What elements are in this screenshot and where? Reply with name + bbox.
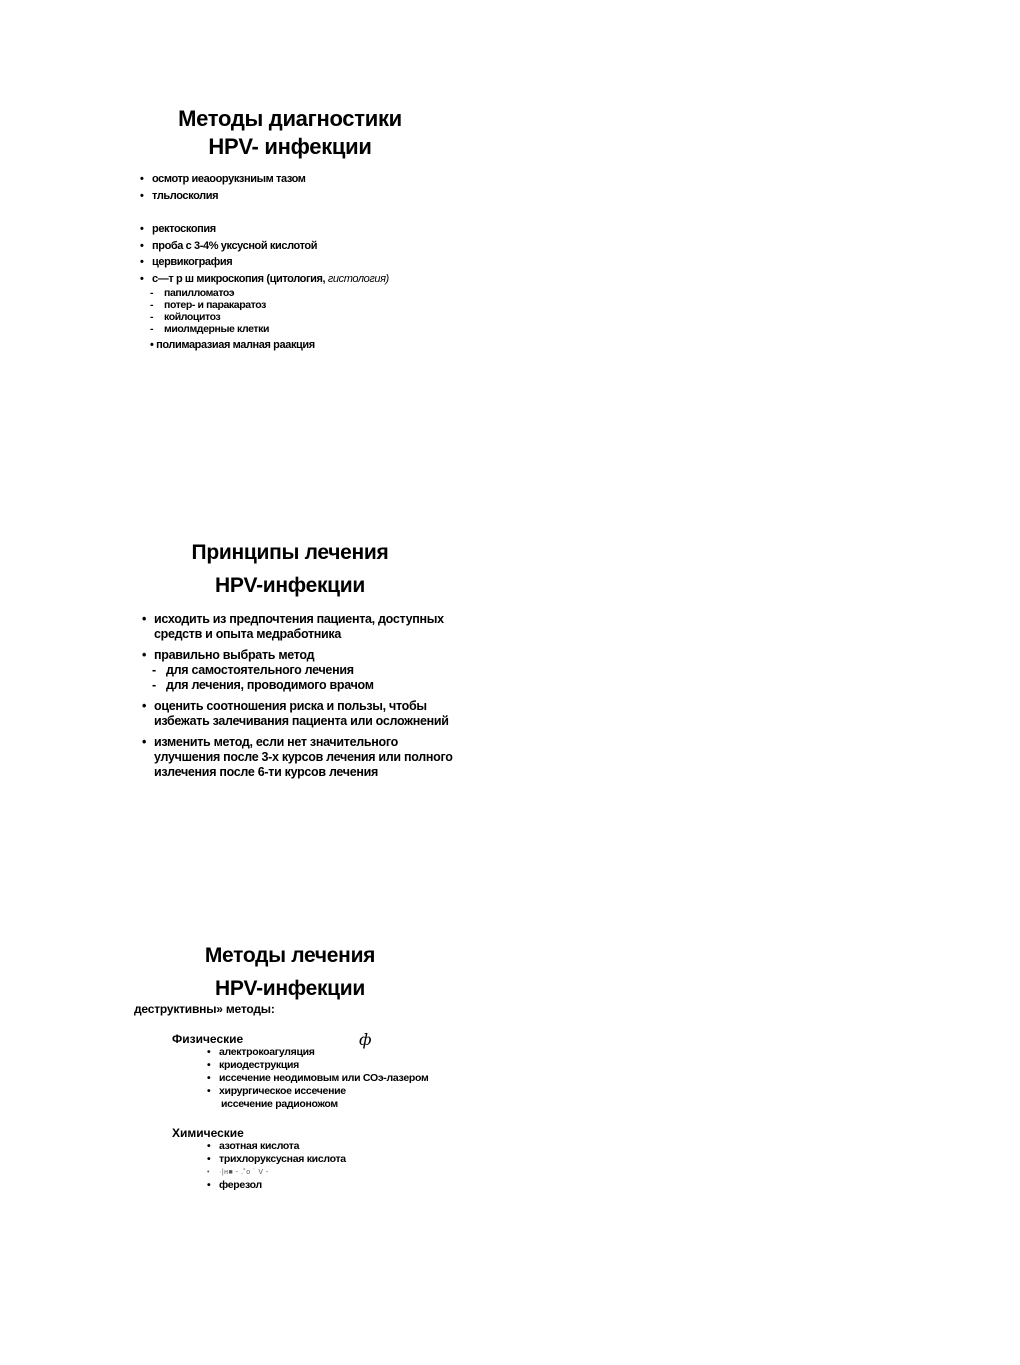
physical-methods-list xyxy=(219,1046,428,1111)
list-item: • тльлосколия xyxy=(152,188,389,205)
list-item: иссечение радионожом xyxy=(221,1098,338,1110)
sub-list-item: - койлоцитоз xyxy=(152,311,389,323)
methods-lead: деструктивны» методы: xyxy=(134,1002,275,1016)
microscopy-italic: гистология) xyxy=(327,272,389,285)
list-item: • исходить из предпочтения пациента, доступных средств и опыта медработника xyxy=(154,612,453,642)
list-item: • трихлоруксусная кислота xyxy=(219,1153,346,1166)
sub-list-item: - для самостоятельного лечения xyxy=(154,663,453,678)
microscopy-text: с—т р ш микроскопия (цитология, xyxy=(152,272,328,285)
sub-list-item: - миолмдерные клетки xyxy=(152,323,389,335)
list-item: • азотная кислота xyxy=(219,1140,346,1153)
list-item: • правильно выбрать метод xyxy=(154,648,453,663)
list-item: • проба с 3-4% уксусной кислотой xyxy=(152,238,389,255)
slide-title: Методы диагностики HPV- инфекции xyxy=(178,106,402,159)
phi-symbol: ф xyxy=(359,1030,372,1049)
diagnostics-list xyxy=(152,171,389,351)
list-item: • алектрокоагуляция xyxy=(219,1046,428,1059)
list-item-microscopy xyxy=(152,271,389,288)
list-item: • иссечение неодимовым или СОэ-лазером xyxy=(219,1072,428,1085)
sub-list-item: - папилломатоэ xyxy=(152,287,389,299)
list-item: • оценить соотношения риска и пользы, чтобы избежать залечивания пациента или осложнений xyxy=(154,699,453,729)
list-item: • криодеструкция xyxy=(219,1059,428,1072)
list-item-pcr: • полимаразиая малная раакция xyxy=(150,339,315,351)
chemical-heading: Химические xyxy=(172,1126,244,1140)
list-item: • ферезол xyxy=(219,1179,346,1192)
list-item: • хирургическое иссечение xyxy=(219,1085,428,1098)
list-item: • осмотр иеаоорукзниым тазом xyxy=(152,171,389,188)
slide-title: Методы лечения HPV-инфекции xyxy=(204,944,376,1000)
sub-list-item: - потер- и паракаратоз xyxy=(152,299,389,311)
slide-title: Принципы лечения HPV-инфекции xyxy=(191,541,389,597)
list-item: • изменить метод, если нет значительного улучшения после 3-х курсов лечения или полного излечения после 6-ти курсов лечения xyxy=(154,735,453,780)
chemical-methods-list xyxy=(219,1140,346,1192)
list-item: • ректоскопия xyxy=(152,221,389,238)
list-item-illegible: • ·|н■ - .˚o ˙ V - xyxy=(219,1166,346,1179)
list-item: • цервикография xyxy=(152,254,389,271)
sub-list-item: - для лечения, проводимого врачом xyxy=(154,678,453,693)
principles-list xyxy=(154,612,453,786)
physical-heading: Физические xyxy=(172,1032,244,1046)
